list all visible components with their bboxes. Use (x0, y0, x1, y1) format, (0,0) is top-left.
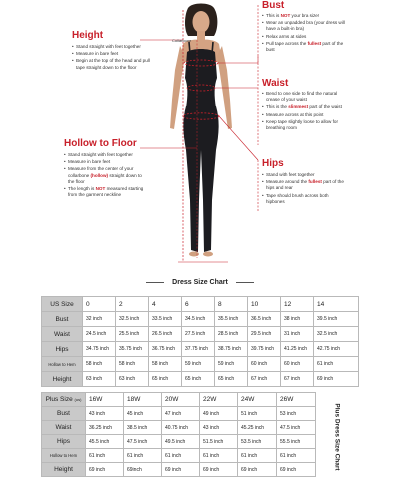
hollow-step-1: • Stand straight with feet together (64, 152, 146, 158)
table-cell: 37.75 inch (182, 342, 215, 357)
table-cell: 47.5 inch (124, 435, 162, 449)
table-cell: 61 inch (200, 449, 238, 463)
table-cell: 45.25 inch (238, 421, 277, 435)
size-header: 20W (162, 393, 200, 407)
table-cell: 69 inch (86, 463, 124, 477)
table-cell: 24.5 inch (83, 327, 116, 342)
header-label: US Size (42, 297, 83, 312)
us-size-table (41, 296, 359, 387)
waist-step-4: • Keep tape slightly loose to allow for breathing room (262, 119, 346, 131)
table-cell: 34.75 inch (83, 342, 116, 357)
table-cell: 59 inch (182, 357, 215, 372)
bust-instructions (262, 13, 346, 54)
height-step-3: • Begin at the top of the head and pull tape straight down to the floor (72, 58, 152, 70)
height-step-2: • Measure in bare feet (72, 51, 152, 57)
chart-title: Dress Size Chart (0, 279, 400, 286)
table-row (42, 421, 316, 435)
size-header: 24W (238, 393, 277, 407)
table-row (42, 372, 359, 387)
row-label: Bust (42, 407, 86, 421)
bust-step-3: • Relax arms at sides (262, 34, 346, 40)
table-cell: 49 inch (200, 407, 238, 421)
table-cell: 26.5 inch (149, 327, 182, 342)
table-cell: 49.5 inch (162, 435, 200, 449)
table-cell: 31 inch (281, 327, 314, 342)
table-cell: 41.25 inch (281, 342, 314, 357)
table-cell: 69 inch (277, 463, 316, 477)
hips-step-3: • Tape should brush across both hipbones (262, 193, 346, 205)
table-row (42, 449, 316, 463)
plus-size-table (41, 392, 316, 477)
height-step-1: • Stand straight with feet together (72, 44, 152, 50)
table-cell: 65 inch (182, 372, 215, 387)
table-row (42, 327, 359, 342)
table-cell: 29.5 inch (248, 327, 281, 342)
table-row (42, 342, 359, 357)
table-cell: 61 inch (314, 357, 359, 372)
table-cell: 43 inch (200, 421, 238, 435)
table-cell: 39.5 inch (314, 312, 359, 327)
table-row (42, 435, 316, 449)
table-cell: 42.75 inch (314, 342, 359, 357)
table-cell: 60 inch (248, 357, 281, 372)
row-label: Height (42, 372, 83, 387)
table-cell: 39.75 inch (248, 342, 281, 357)
hollow-step-4: • The length is NOT measured starting from the garment neckline (64, 186, 146, 198)
table-cell: 69 inch (238, 463, 277, 477)
hips-step-2: • Measure around the fullest part of the hips and rear (262, 179, 346, 191)
bust-step-4: • Pull tape across the fullest part of the bust (262, 41, 346, 53)
size-header: 2 (116, 297, 149, 312)
bust-step-1: • This is NOT your bra size! (262, 13, 346, 19)
table-cell: 53.5 inch (238, 435, 277, 449)
title-rule-right (236, 282, 254, 283)
table-cell: 61 inch (277, 449, 316, 463)
table-row (42, 312, 359, 327)
size-header: 14 (314, 297, 359, 312)
hips-instructions (262, 172, 346, 206)
size-header: 8 (215, 297, 248, 312)
size-header: 10 (248, 297, 281, 312)
hollow-step-2: • Measure in bare feet (64, 159, 146, 165)
hips-title: Hips (262, 158, 284, 169)
table-cell: 38 inch (281, 312, 314, 327)
bust-title: Bust (262, 0, 285, 11)
table-cell: 38.5 inch (124, 421, 162, 435)
waist-instructions (262, 91, 346, 132)
table-header-row (42, 393, 316, 407)
hips-step-1: • Stand with feet together (262, 172, 346, 178)
row-label: Hollow to Hem (42, 449, 86, 463)
table-cell: 67 inch (281, 372, 314, 387)
height-instructions (72, 44, 152, 72)
table-cell: 51 inch (238, 407, 277, 421)
table-cell: 28.5 inch (215, 327, 248, 342)
waist-step-1: • Bend to one side to find the natural crease of your waist (262, 91, 346, 103)
table-cell: 33.5 inch (149, 312, 182, 327)
size-header: 12 (281, 297, 314, 312)
table-cell: 40.75 inch (162, 421, 200, 435)
table-cell: 36.25 inch (86, 421, 124, 435)
table-cell: 65 inch (149, 372, 182, 387)
table-cell: 58 inch (116, 357, 149, 372)
table-cell: 65 inch (215, 372, 248, 387)
table-cell: 25.5 inch (116, 327, 149, 342)
hollow-step-3: • Measure from the center of your collarbone (hollow) straight down to the floor (64, 166, 146, 185)
hollow-title: Hollow to Floor (64, 138, 137, 149)
table-cell: 35.75 inch (116, 342, 149, 357)
size-header: 4 (149, 297, 182, 312)
table-cell: 36.5 inch (248, 312, 281, 327)
table-cell: 59 inch (215, 357, 248, 372)
row-label: Hollow to Hem (42, 357, 83, 372)
table-cell: 69 inch (200, 463, 238, 477)
row-label: Hips (42, 342, 83, 357)
table-cell: 61 inch (86, 449, 124, 463)
bust-step-2: • Wear an unpadded bra (your dress will have a built-in bra) (262, 20, 346, 32)
table-cell: 47 inch (162, 407, 200, 421)
table-cell: 69 inch (162, 463, 200, 477)
table-cell: 51.5 inch (200, 435, 238, 449)
table-cell: 34.5 inch (182, 312, 215, 327)
size-header: 18W (124, 393, 162, 407)
table-cell: 45.5 inch (86, 435, 124, 449)
table-cell: 63 inch (83, 372, 116, 387)
table-cell: 43 inch (86, 407, 124, 421)
row-label: Waist (42, 327, 83, 342)
table-cell: 32.5 inch (116, 312, 149, 327)
table-cell: 27.5 inch (182, 327, 215, 342)
height-title: Height (72, 30, 104, 41)
table-cell: 69 inch (314, 372, 359, 387)
table-cell: 61 inch (124, 449, 162, 463)
title-rule-left (146, 282, 164, 283)
waist-title: Waist (262, 78, 289, 89)
table-row (42, 463, 316, 477)
table-cell: 58 inch (83, 357, 116, 372)
table-cell: 36.75 inch (149, 342, 182, 357)
size-header: 0 (83, 297, 116, 312)
table-cell: 47.5 inch (277, 421, 316, 435)
table-cell: 32.5 inch (314, 327, 359, 342)
table-cell: 61 inch (238, 449, 277, 463)
table-cell: 38.75 inch (215, 342, 248, 357)
size-header: 22W (200, 393, 238, 407)
table-cell: 69inch (124, 463, 162, 477)
row-label: Height (42, 463, 86, 477)
table-cell: 60 inch (281, 357, 314, 372)
row-label: Waist (42, 421, 86, 435)
table-cell: 32 inch (83, 312, 116, 327)
table-cell: 55.5 inch (277, 435, 316, 449)
table-row (42, 357, 359, 372)
size-header: 6 (182, 297, 215, 312)
table-cell: 61 inch (162, 449, 200, 463)
plus-chart-side-label: Plus Dress Size Chart (333, 403, 341, 471)
size-header: 16W (86, 393, 124, 407)
table-row (42, 407, 316, 421)
row-label: Hips (42, 435, 86, 449)
table-header-row (42, 297, 359, 312)
collarbone-label: Collarbone (172, 38, 192, 43)
size-header: 26W (277, 393, 316, 407)
waist-step-2: • This is the slimmest part of the waist (262, 104, 346, 110)
waist-step-3: • Measure across at this point (262, 112, 346, 118)
header-label: Plus Size (us) (42, 393, 86, 407)
table-cell: 53 inch (277, 407, 316, 421)
table-cell: 45 inch (124, 407, 162, 421)
table-cell: 63 inch (116, 372, 149, 387)
table-cell: 35.5 inch (215, 312, 248, 327)
table-cell: 67 inch (248, 372, 281, 387)
hollow-instructions (64, 152, 146, 199)
table-cell: 58 inch (149, 357, 182, 372)
row-label: Bust (42, 312, 83, 327)
